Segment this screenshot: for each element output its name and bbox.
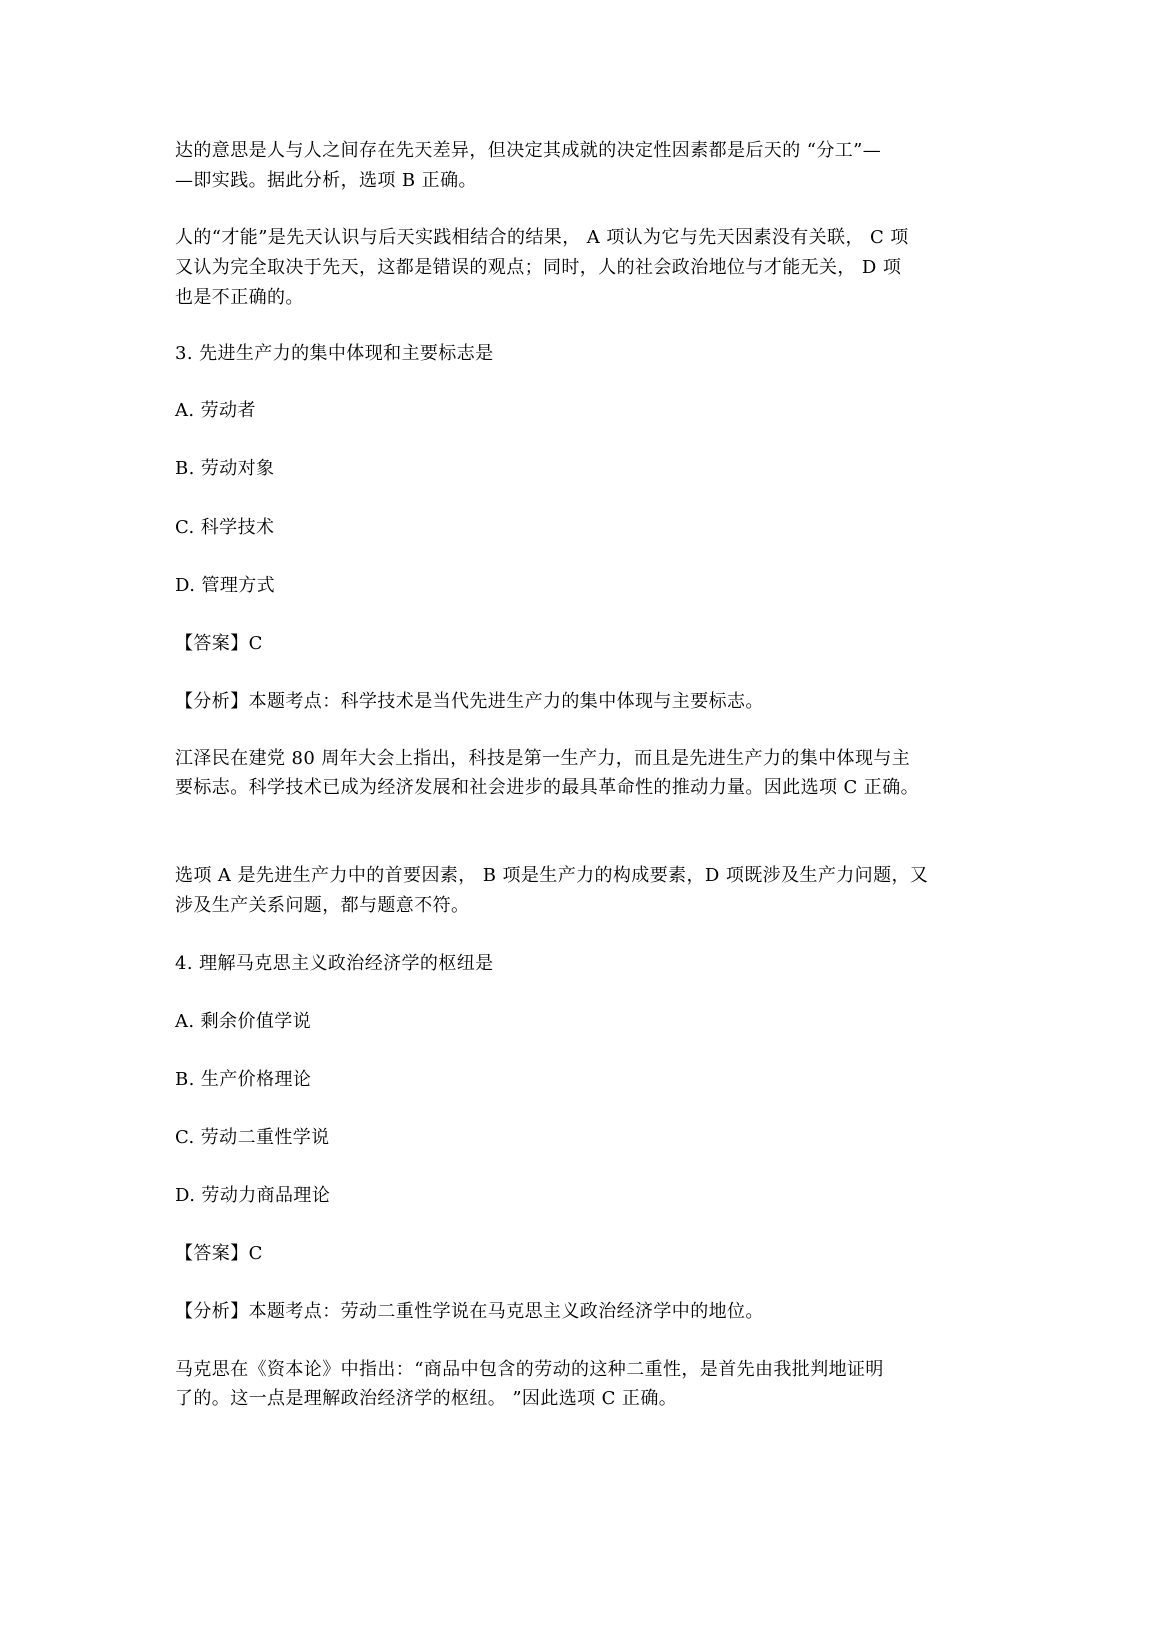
question-title: 4. 理解马克思主义政治经济学的枢纽是 xyxy=(175,953,494,974)
paragraph-line: 了的。这一点是理解政治经济学的枢纽。 ”因此选项 C 正确。 xyxy=(175,1388,678,1409)
answer-option: D. 劳动力商品理论 xyxy=(175,1185,331,1206)
answer-key: 【答案】C xyxy=(175,633,263,654)
answer-option: C. 劳动二重性学说 xyxy=(175,1127,330,1148)
paragraph-line: 又认为完全取决于先天，这都是错误的观点；同时，人的社会政治地位与才能无关， D 项 xyxy=(175,257,902,278)
answer-option: B. 劳动对象 xyxy=(175,458,275,479)
analysis-heading: 【分析】本题考点：科学技术是当代先进生产力的集中体现与主要标志。 xyxy=(175,691,764,712)
question-title: 3. 先进生产力的集中体现和主要标志是 xyxy=(175,343,494,364)
paragraph-line: 选项 A 是先进生产力中的首要因素， B 项是生产力的构成要素，D 项既涉及生产力问题，又 xyxy=(175,865,929,886)
paragraph-line: 涉及生产关系问题，都与题意不符。 xyxy=(175,895,470,916)
answer-option: A. 剩余价值学说 xyxy=(175,1011,312,1032)
analysis-heading: 【分析】本题考点：劳动二重性学说在马克思主义政治经济学中的地位。 xyxy=(175,1301,764,1322)
answer-option: B. 生产价格理论 xyxy=(175,1069,312,1090)
paragraph-line: 江泽民在建党 80 周年大会上指出，科技是第一生产力，而且是先进生产力的集中体现与主 xyxy=(175,748,911,769)
paragraph-line: 马克思在《资本论》中指出：“商品中包含的劳动的这种二重性，是首先由我批判地证明 xyxy=(175,1359,884,1380)
answer-option: A. 劳动者 xyxy=(175,400,256,421)
paragraph-line: 人的“才能”是先天认识与后天实践相结合的结果， A 项认为它与先天因素没有关联， C 项 xyxy=(175,227,909,248)
answer-key: 【答案】C xyxy=(175,1243,263,1264)
paragraph-line: —即实践。据此分析，选项 B 正确。 xyxy=(175,170,477,191)
paragraph-line: 达的意思是人与人之间存在先天差异，但决定其成就的决定性因素都是后天的 “分工”— xyxy=(175,140,882,161)
paragraph-line: 也是不正确的。 xyxy=(175,287,304,308)
answer-option: C. 科学技术 xyxy=(175,517,275,538)
answer-option: D. 管理方式 xyxy=(175,575,276,596)
paragraph-line: 要标志。科学技术已成为经济发展和社会进步的最具革命性的推动力量。因此选项 C 正确。 xyxy=(175,777,920,798)
